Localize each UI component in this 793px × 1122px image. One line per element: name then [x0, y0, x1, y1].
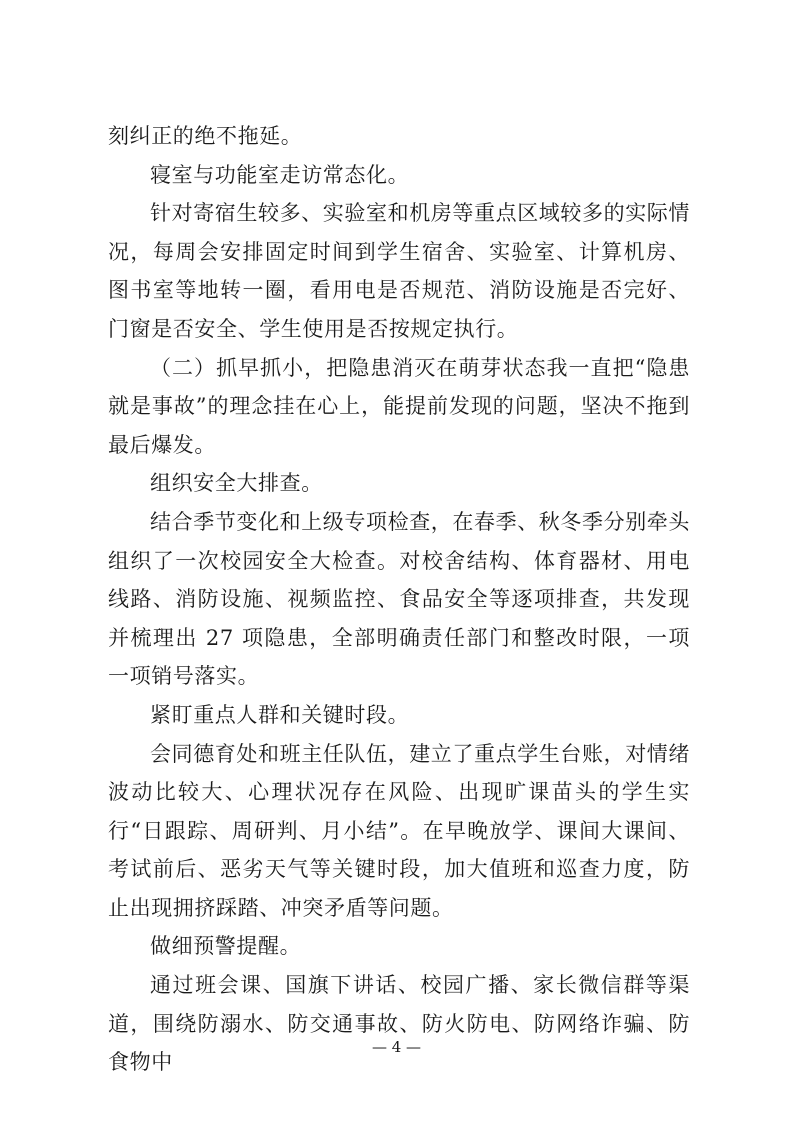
paragraph-key-groups-body: 会同德育处和班主任队伍，建立了重点学生台账，对情绪波动比较大、心理状况存在风险、出现旷课苗头的学生实行“日跟踪、周研判、月小结”。在早晚放学、课间大课间、考试前后、恶劣天气等关键时段，加大值班和巡查力度，防止出现拥挤踩踏、冲突矛盾等问题。	[108, 741, 690, 920]
paragraph-dorm-visits-body: 针对寄宿生较多、实验室和机房等重点区域较多的实际情况，每周会安排固定时间到学生宿舍、实验室、计算机房、图书室等地转一圈，看用电是否规范、消防设施是否完好、门窗是否安全、学生使用是否按规定执行。	[108, 201, 690, 341]
paragraph-section-two-heading: （二）抓早抓小，把隐患消灭在萌芽状态我一直把“隐患就是事故”的理念挂在心上，能提前发现的问题，坚决不拖到最后爆发。	[108, 355, 690, 457]
paragraph-heading-key-groups: 紧盯重点人群和关键时段。	[150, 702, 410, 727]
paragraph-heading-dorm-visits: 寝室与功能室走访常态化。	[150, 162, 410, 187]
paragraph-heading-safety-inspection: 组织安全大排查。	[150, 471, 323, 496]
document-body	[108, 117, 690, 1082]
paragraph-warnings-body: 通过班会课、国旗下讲话、校园广播、家长微信群等渠道，围绕防溺水、防交通事故、防火防电、防网络诈骗、防食物中	[108, 973, 690, 1075]
page-number: — 4 —	[371, 1038, 422, 1056]
paragraph-continuation: 刻纠正的绝不拖延。	[108, 124, 303, 148]
paragraph-heading-warnings: 做细预警提醒。	[150, 934, 302, 959]
paragraph-safety-inspection-body: 结合季节变化和上级专项检查，在春季、秋冬季分别牵头组织了一次校园安全大检查。对校舍结构、体育器材、用电线路、消防设施、视频监控、食品安全等逐项排查，共发现并梳理出 27 项隐患，全部明确责任部门和整改时限，一项一项销号落实。	[108, 509, 690, 689]
